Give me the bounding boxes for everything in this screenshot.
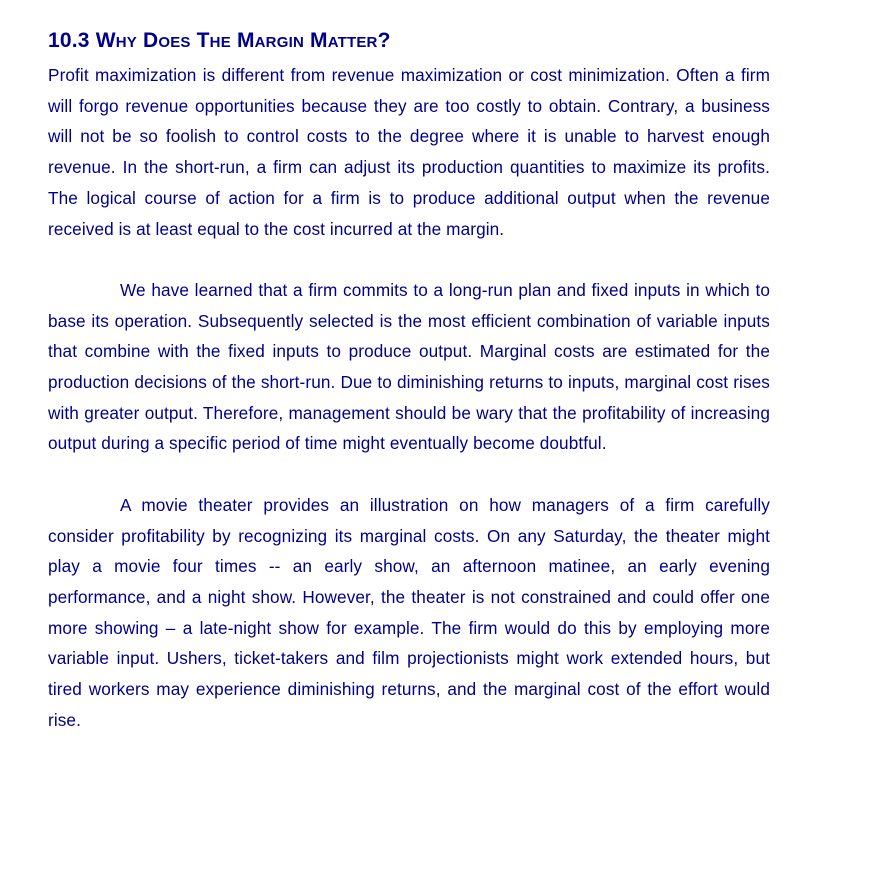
paragraph-profit-maximization: Profit maximization is different from revenue maximization or cost minimization. Often a firm will forgo revenue opportunities because they are too costly to obtain. Contrary, a business will not be so foolish to control costs to the degree where it is unable to harvest enough revenue. In the short-run, a firm can adjust its production quantities to maximize its profits. The logical course of action for a firm is to produce additional output when the revenue received is at least equal to the cost incurred at the margin.: [48, 65, 770, 239]
section-heading: [48, 26, 770, 56]
section-number: 10.3: [48, 29, 90, 52]
section-title: Why Does The Margin Matter?: [95, 29, 391, 52]
paragraph-spacer: [48, 459, 770, 490]
document-page: [48, 26, 770, 735]
paragraph-spacer: [48, 244, 770, 275]
paragraph-movie-theater-example: A movie theater provides an illustration on how managers of a firm carefully consider profitability by recognizing its marginal costs. On any Saturday, the theater might play a movie four times -- an early show, an afternoon matinee, an early evening performance, and a night show. However, the theater is not constrained and could offer one more showing – a late-night show for example. The firm would do this by employing more variable input. Ushers, ticket-takers and film projectionists might work extended hours, but tired workers may experience diminishing returns, and the marginal cost of the effort would rise.: [48, 494, 770, 730]
paragraph-marginal-costs: We have learned that a firm commits to a long-run plan and fixed inputs in which to base its operation. Subsequently selected is the most efficient combination of variable inputs that combine with the fixed inputs to produce output. Marginal costs are estimated for the production decisions of the short-run. Due to diminishing returns to inputs, marginal cost rises with greater output. Therefore, management should be wary that the profitability of increasing output during a specific period of time might eventually become doubtful.: [48, 279, 770, 454]
